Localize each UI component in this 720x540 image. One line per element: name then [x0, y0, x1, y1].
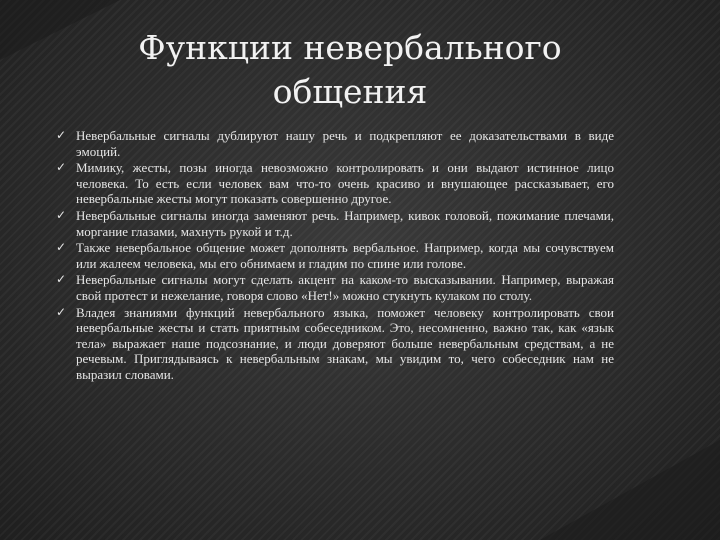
bullet-text: Также невербальное общение может дополнять вербальное. Например, когда мы сочувствуем или жалеем человека, мы его обнимаем и гладим по спине или голове.	[76, 240, 614, 271]
bullet-text: Невербальные сигналы дублируют нашу речь и подкрепляют ее доказательствами в виде эмоций.	[76, 128, 614, 159]
checkmark-icon: ✓	[56, 207, 67, 222]
bullet-item	[58, 305, 614, 383]
bullet-text: Мимику, жесты, позы иногда невозможно контролировать и они выдают истинное лицо человека. То есть если человек вам что-то очень красиво и внушающее рассказывает, его невербальные жесты могут показать совершенно другое.	[76, 160, 614, 207]
checkmark-icon: ✓	[56, 240, 67, 255]
bullet-list	[58, 128, 614, 384]
bullet-item	[58, 272, 614, 303]
bullet-text: Невербальные сигналы иногда заменяют речь. Например, кивок головой, пожимание плечами, моргание глазами, махнуть рукой и т.д.	[76, 207, 614, 239]
checkmark-icon: ✓	[56, 160, 67, 175]
bullet-item	[58, 208, 614, 239]
checkmark-icon: ✓	[56, 128, 67, 142]
slide-title-line-2: общения	[272, 72, 428, 111]
bullet-item	[58, 128, 614, 159]
checkmark-icon: ✓	[56, 272, 67, 287]
slide-title	[90, 26, 610, 114]
checkmark-icon: ✓	[56, 304, 67, 319]
bullet-text: Владея знаниями функций невербального языка, поможет человеку контролировать свои невербальные жесты и стать приятным собеседником. Это, несомненно, важно так, как «язык тела» выражает наше подсознание, и люди доверяют больше невербальным средствам, а не речевым. Приглядываясь к невербальным знакам, мы увидим то, чего собеседник нам не выразил словами.	[76, 304, 614, 382]
bullet-item	[58, 160, 614, 207]
bullet-text: Невербальные сигналы могут сделать акцент на каком-то высказывании. Например, выражая свой протест и нежелание, говоря слово «Нет!» можно стукнуть кулаком по столу.	[76, 272, 614, 303]
slide-title-line-1: Функции невербального	[138, 28, 562, 67]
bullet-item	[58, 240, 614, 271]
bottom-right-corner-decoration	[520, 430, 720, 540]
